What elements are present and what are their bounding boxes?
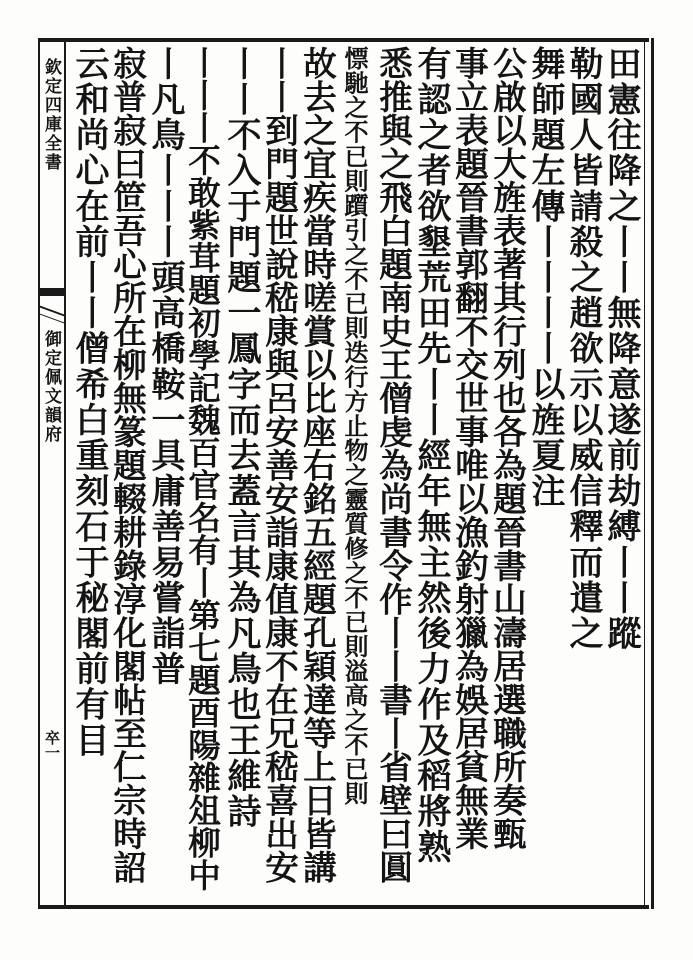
bottom-rule: [38, 905, 649, 909]
book-subtitle: 御定佩文韻府: [41, 330, 61, 444]
text-column-11: 丨丨不入于門題一鳳字而去蓋言其為凡鳥也王維詩: [221, 46, 261, 830]
text-column-13: 丨凡鳥丨丨丨頭高橋鞍一具庸善易嘗詣普: [145, 46, 185, 687]
text-column-1: 田憲往降之丨丨無降意遂前劫縛丨丨蹤: [601, 46, 641, 652]
margin-divider-right: [64, 40, 66, 908]
text-column-12: 丨丨丨不敢紫茸題初學記魏百官名有丨第七題酉陽雜俎柳中: [183, 46, 223, 891]
text-column-15: 云和尚心在前丨丨僧希白重刻石于秘閣前有目: [69, 46, 109, 758]
text-column-8: 慓馳之不已則躓引之不已則迭行方止物之靈質修之不已則溢高之不已則: [340, 46, 369, 806]
text-column-3: 舞師題左傳丨丨丨丨以旌夏注: [525, 46, 565, 509]
book-title: 欽定四庫全書: [41, 58, 61, 172]
text-column-6: 有認之者欲墾荒田先丨丨經年無主然後力作及稻將熟: [411, 46, 451, 865]
text-column-14: 寂普寂曰笸吾心所在柳無篆題輟耕錄淳化閣帖至仁宗時詔: [107, 46, 147, 884]
text-column-9: 故去之宜疾當時嗟賞以比座右銘五經題孔穎達等上日皆講: [297, 46, 337, 884]
text-column-2: 勒國人皆請殺之趙欲示以威信釋而遣之: [563, 46, 603, 652]
top-rule: [38, 38, 649, 42]
margin-divider-left: [38, 40, 40, 908]
folio-number: 卒一: [43, 730, 61, 760]
margin-block: [38, 288, 66, 296]
text-column-7: 悉推與之飛白題南史王僧虔為尚書令作丨丨書丨省壁曰圓: [373, 46, 413, 884]
right-rule-outer: [651, 38, 654, 909]
text-column-10: 丨丨到門題世說嵇康與呂安善安詣康值康不在兄嵇喜出安: [259, 46, 299, 884]
right-rule-inner: [644, 40, 645, 906]
text-column-5: 事立表題晉書郭翻不交世事唯以漁釣射獵為娛居貧無業: [449, 46, 489, 850]
text-column-4: 公啟以大旌表著其行列也各為題晉書山濤居選職所奏甄: [487, 46, 527, 850]
